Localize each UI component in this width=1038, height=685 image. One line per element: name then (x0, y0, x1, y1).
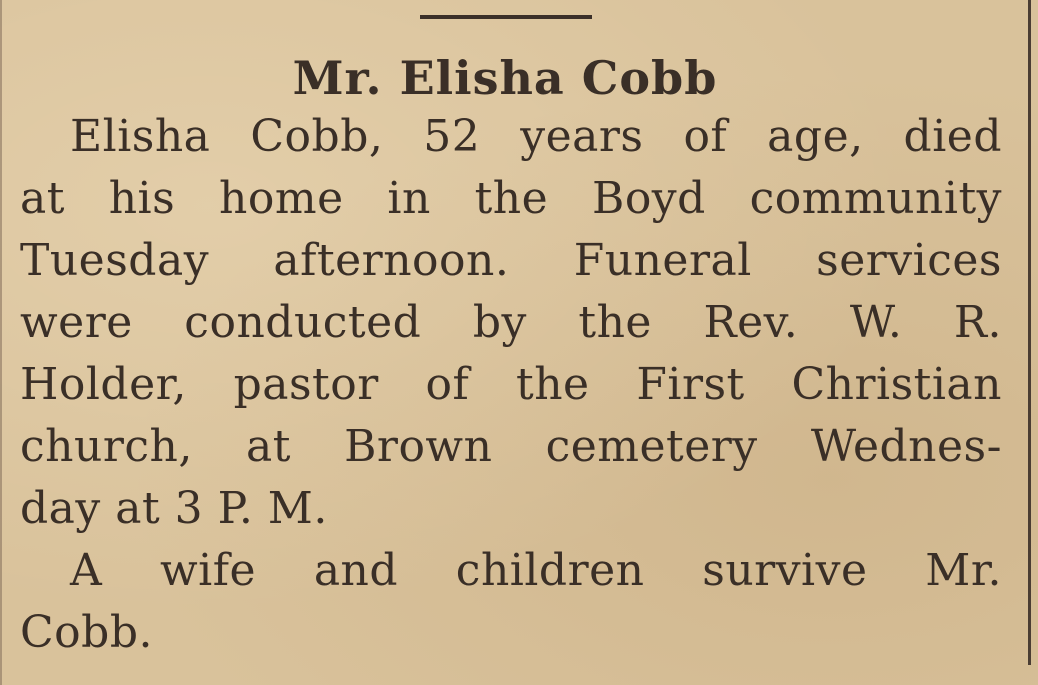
body-line-3: Tuesday afternoon. Funeral services (20, 235, 1002, 286)
body-line-2: at his home in the Boyd community (20, 173, 1002, 224)
obituary-headline: Mr. Elisha Cobb (292, 51, 718, 105)
body-line-9: Cobb. (20, 607, 153, 658)
body-line-6: church, at Brown cemetery Wednes- (20, 421, 1002, 472)
body-line-5: Holder, pastor of the First Christian (20, 359, 1002, 410)
body-line-7: day at 3 P. M. (20, 483, 328, 534)
right-column-rule (1028, 0, 1031, 665)
body-line-8: A wife and children survive Mr. (70, 545, 1002, 596)
top-divider-rule (420, 15, 592, 19)
body-line-4: were conducted by the Rev. W. R. (20, 297, 1002, 348)
body-line-1: Elisha Cobb, 52 years of age, died (70, 111, 1002, 162)
